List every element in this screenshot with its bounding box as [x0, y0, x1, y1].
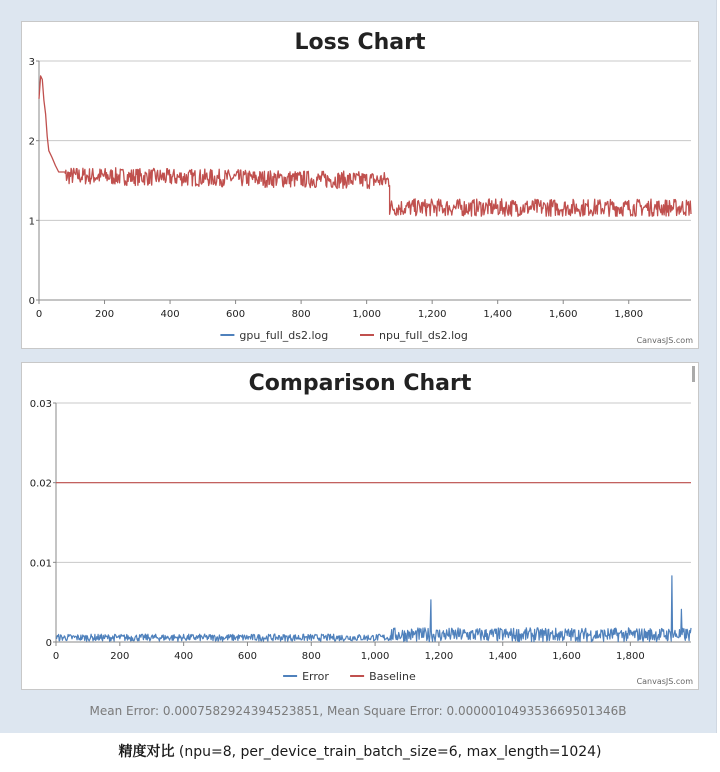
- chart-title: Comparison Chart: [248, 371, 472, 396]
- y-tick-label: 0.01: [29, 558, 52, 570]
- credit-text: CanvasJS.com: [636, 336, 693, 345]
- x-tick-label: 1,800: [616, 651, 645, 662]
- caption-title: 精度对比: [118, 744, 175, 760]
- y-tick-label: 0.03: [29, 399, 52, 410]
- x-tick-label: 800: [291, 309, 311, 320]
- figure-caption: [0, 741, 720, 761]
- x-tick-label: 1,800: [614, 309, 644, 320]
- x-tick-label: 1,200: [424, 651, 454, 662]
- y-tick-label: 3: [28, 57, 35, 68]
- loss-chart-panel: [21, 21, 699, 349]
- y-tick-label: 2: [28, 136, 35, 148]
- x-tick-label: 0: [35, 309, 43, 320]
- x-tick-label: 1,000: [360, 651, 390, 662]
- y-tick-label: 0.02: [29, 478, 52, 490]
- x-tick-label: 1,400: [483, 309, 513, 320]
- x-tick-label: 400: [174, 651, 194, 662]
- x-tick-label: 1,600: [552, 651, 581, 662]
- comparison-chart: [22, 363, 698, 689]
- scrollbar-thumb[interactable]: [692, 366, 695, 382]
- x-tick-label: 0: [52, 651, 60, 662]
- x-tick-label: 200: [110, 651, 130, 662]
- credit-text: CanvasJS.com: [636, 677, 693, 686]
- error-stats: Mean Error: 0.0007582924394523851, Mean Square Error: 0.000001049353669501346B: [89, 704, 627, 718]
- legend-label: Error: [302, 670, 329, 683]
- legend-label: Baseline: [369, 670, 416, 683]
- legend-label: gpu_full_ds2.log: [239, 329, 329, 342]
- x-tick-label: 600: [226, 309, 246, 320]
- chart-title: Loss Chart: [294, 30, 426, 55]
- x-tick-label: 600: [237, 651, 258, 662]
- x-tick-label: 800: [301, 651, 321, 662]
- x-tick-label: 1,600: [548, 309, 578, 320]
- legend-label: npu_full_ds2.log: [379, 329, 468, 342]
- series-line-error: [56, 576, 691, 642]
- comparison-chart-panel: [21, 362, 699, 690]
- loss-chart: [22, 22, 698, 348]
- x-tick-label: 1,400: [488, 651, 518, 662]
- x-tick-label: 200: [94, 309, 115, 320]
- caption-params: (npu=8, per_device_train_batch_size=6, max_length=1024): [174, 744, 602, 760]
- y-tick-label: 0: [45, 638, 52, 649]
- series-line-npu-full-ds2-log: [39, 76, 691, 216]
- y-tick-label: 0: [28, 296, 35, 307]
- x-tick-label: 1,000: [352, 309, 381, 320]
- x-tick-label: 1,200: [417, 309, 447, 320]
- y-tick-label: 1: [28, 216, 35, 228]
- x-tick-label: 400: [160, 309, 180, 320]
